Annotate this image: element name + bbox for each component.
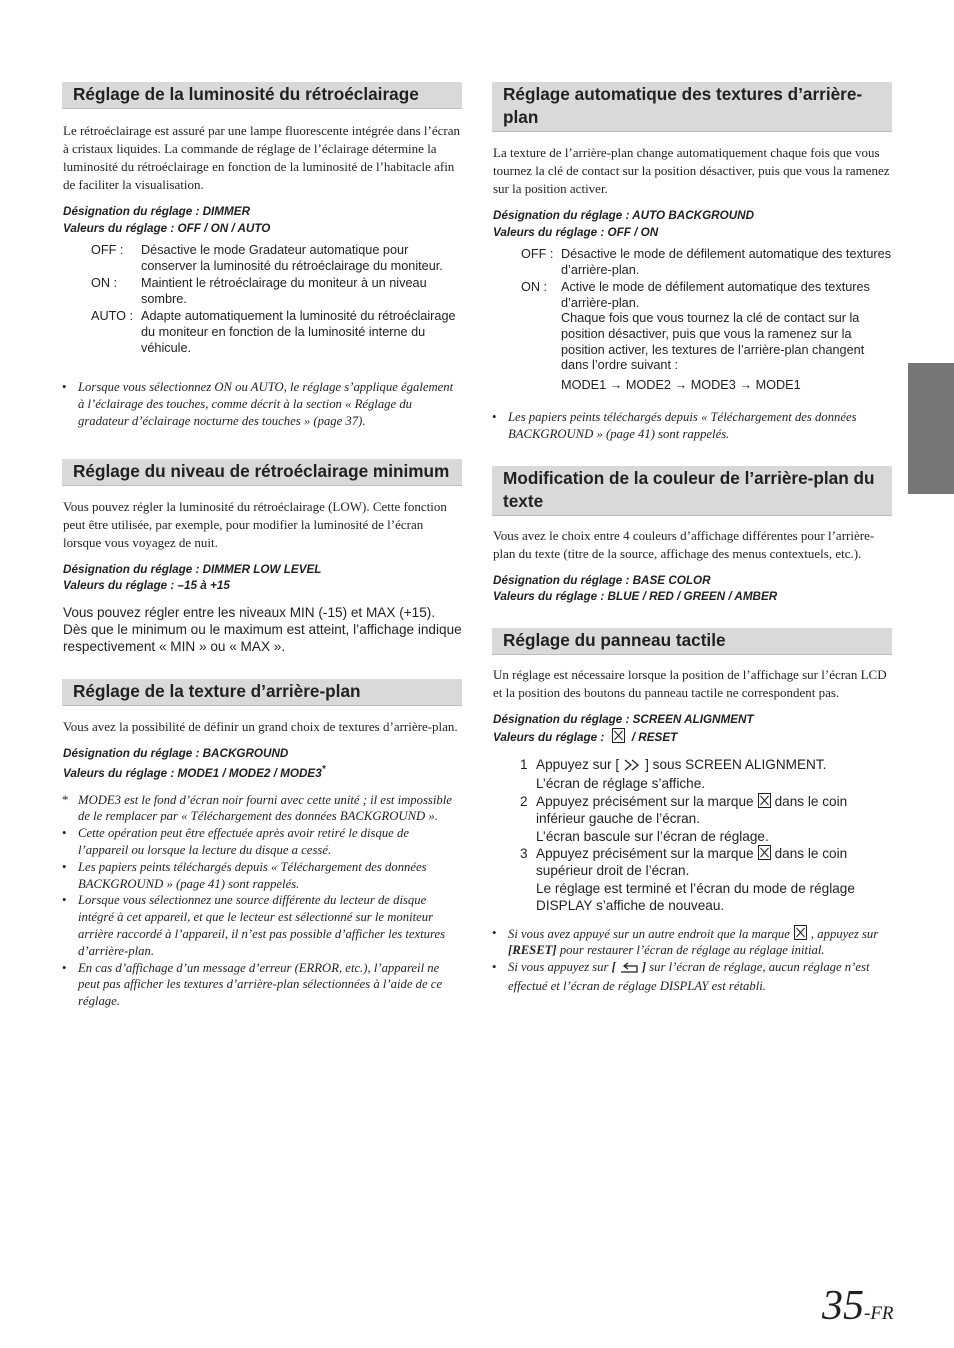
setting-name: Désignation du réglage : BACKGROUND: [63, 746, 289, 760]
setting-values: Valeurs du réglage : –15 à +15: [63, 579, 230, 593]
value-desc-group: [561, 280, 892, 393]
value-item: [521, 280, 892, 393]
cross-mark-icon: [612, 728, 625, 743]
setting-name: Désignation du réglage : BASE COLOR: [493, 573, 711, 587]
step-number: 1: [520, 756, 528, 772]
note-item: [62, 825, 462, 859]
setting-block: [493, 573, 892, 606]
setting-block: [493, 208, 892, 241]
section-heading: Réglage automatique des textures d’arrière-plan: [492, 82, 892, 132]
notes-list: [62, 792, 462, 1010]
value-item: [91, 309, 462, 356]
bullet: •: [62, 859, 67, 874]
cross-mark-icon: [758, 845, 771, 860]
step-result: L’écran bascule sur l’écran de réglage.: [536, 828, 769, 844]
section-heading: Réglage de la texture d’arrière-plan: [62, 679, 462, 706]
page-number-value: 35: [822, 1283, 864, 1329]
section-intro: Vous avez la possibilité de définir un grand choix de textures d’arrière-plan.: [63, 718, 458, 734]
note-text: Les papiers peints téléchargés depuis « Téléchargement des données BACKGROUND » (page 41) sont rappelés.: [78, 859, 427, 891]
value-desc: Désactive le mode de défilement automatique des textures d’arrière-plan.: [561, 247, 892, 277]
step-text: Appuyez précisément sur la marque: [536, 793, 754, 809]
section-intro: Vous pouvez régler la luminosité du rétroéclairage (LOW). Cette fonction peut être utilisée, par exemple, pour modifier la luminosité de l’écran lorsque vous voyagez de nuit.: [63, 498, 447, 550]
step-result: L’écran de réglage s’affiche.: [536, 776, 706, 792]
setting-block: [63, 204, 462, 237]
footnote-mark: *: [321, 764, 326, 776]
left-column: [62, 82, 462, 1010]
value-item: [91, 243, 462, 274]
setting-name: Désignation du réglage : DIMMER: [63, 205, 251, 218]
page-number: [822, 1282, 894, 1330]
note-key-open: [: [611, 960, 616, 975]
step-item: [520, 793, 892, 845]
step-text: dans le coin supérieur droit de l’écran.: [536, 845, 848, 879]
note-text: Si vous appuyez sur: [508, 960, 609, 975]
note-item: [492, 925, 892, 960]
right-column: [492, 82, 892, 995]
section-auto-background: [492, 82, 892, 443]
section-text-background-color: [492, 466, 892, 606]
section-background-texture: [62, 679, 462, 1010]
bullet: •: [62, 380, 67, 395]
setting-values: [63, 762, 462, 782]
value-key: OFF :: [91, 243, 124, 257]
setting-values-text: Valeurs du réglage : MODE1 / MODE2 / MODE3: [63, 767, 322, 781]
note-text: Les papiers peints téléchargés depuis « Téléchargement des données BACKGROUND » (page 41) sont rappelés.: [508, 410, 857, 442]
note-text: MODE3 est le fond d’écran noir fourni avec cette unité ; il est impossible de le remplacer par « Téléchargement des données BACKGROUND ».: [78, 792, 452, 824]
setting-values-reset: / RESET: [631, 731, 678, 745]
step-item: [520, 756, 892, 793]
bullet: •: [62, 960, 67, 975]
step-body: [536, 793, 892, 845]
setting-name: Désignation du réglage : DIMMER LOW LEVEL: [63, 562, 322, 576]
setting-values: Valeurs du réglage : BLUE / RED / GREEN / AMBER: [493, 590, 778, 604]
step-item: [520, 845, 892, 915]
setting-block: [63, 562, 462, 595]
return-arrow-icon: [619, 961, 639, 978]
step-text: ] sous SCREEN ALIGNMENT.: [645, 756, 827, 772]
bullet: •: [492, 960, 497, 975]
value-item: [521, 247, 892, 278]
bullet: •: [62, 893, 67, 908]
bullet: •: [62, 826, 67, 841]
note-item: [62, 792, 462, 826]
section-heading: Modification de la couleur de l’arrière-plan du texte: [492, 466, 892, 516]
note-text: Cette opération peut être effectuée après avoir retiré le disque de l’appareil ou lorsque la lecture du disque a cessé.: [78, 826, 409, 858]
setting-block: [493, 712, 892, 747]
note-item: [62, 859, 462, 893]
setting-values: [493, 728, 892, 747]
section-backlight-brightness: [62, 82, 462, 430]
note-text: pour restaurer l’écran de réglage au réglage initial.: [559, 943, 825, 958]
section-intro: Le rétroéclairage est assuré par une lampe fluorescente intégrée dans l’écran à cristaux liquides. La commande de réglage de l’éclairage détermine la luminosité du rétroéclairage en fonction de la luminosité de l’habitacle afin de faciliter la visualisation.: [63, 123, 461, 192]
section-minimum-backlight: [62, 459, 462, 656]
value-desc-extra: Chaque fois que vous tournez la clé de contact sur la position désactiver, puis que vous la ramenez sur la position activer, les textures de l’arrière-plan changent dans l’ordre suivant :: [561, 311, 865, 373]
note-text: En cas d’affichage d’un message d’erreur (ERROR, etc.), l’appareil ne peut pas afficher les textures d’arrière-plan sélectionnées à l’aide de ce réglage.: [78, 960, 443, 1009]
setting-values: Valeurs du réglage : OFF / ON / AUTO: [63, 221, 271, 235]
note-text: sur l’écran de réglage, aucun réglage n’est effectué et l’écran de réglage DISPLAY est rétabli.: [508, 960, 870, 993]
note-text: , appuyez sur: [810, 926, 879, 941]
note-text: Lorsque vous sélectionnez une source différente du lecteur de disque intégré à cet appareil, et que le lecteur est sélectionné sur le moniteur arrière raccordé à l’appareil, il n’est pas possible d’afficher les textures d’arrière-plan.: [78, 893, 446, 958]
notes-list: [492, 925, 892, 995]
value-key: ON :: [521, 280, 548, 295]
note-key-close: ]: [641, 960, 647, 975]
step-text: dans le coin inférieur gauche de l’écran.: [536, 793, 848, 827]
steps-list: [520, 756, 892, 915]
cross-mark-icon: [794, 925, 807, 940]
bullet: •: [492, 410, 497, 425]
note-key: [RESET]: [508, 943, 557, 958]
bullet: •: [492, 925, 497, 940]
value-key: ON :: [91, 276, 118, 291]
section-heading: Réglage du panneau tactile: [492, 628, 892, 655]
note-item: [492, 409, 892, 443]
note-item: [62, 379, 462, 429]
step-number: 3: [520, 845, 528, 861]
double-chevron-icon: [622, 758, 642, 775]
setting-name: Désignation du réglage : SCREEN ALIGNMENT: [493, 712, 754, 726]
section-body: Vous pouvez régler entre les niveaux MIN (-15) et MAX (+15). Dès que le minimum ou le maximum est atteint, l’affichage indique respectivement « MIN » ou « MAX ».: [63, 604, 462, 655]
value-key: AUTO :: [91, 309, 134, 324]
value-item: [91, 276, 462, 307]
step-body: [536, 756, 892, 793]
value-desc: Adapte automatiquement la luminosité du rétroéclairage du moniteur en fonction de la luminosité interne du véhicule.: [141, 309, 456, 355]
step-number: 2: [520, 793, 528, 809]
notes-list: [492, 409, 892, 443]
value-desc: Maintient le rétroéclairage du moniteur à un niveau sombre.: [141, 276, 427, 306]
note-item: [492, 959, 892, 995]
note-text: Si vous avez appuyé sur un autre endroit que la marque: [508, 926, 790, 941]
bullet: *: [62, 792, 69, 807]
value-desc: Active le mode de défilement automatique des textures d’arrière-plan.: [561, 280, 870, 310]
note-item: [62, 960, 462, 1010]
value-desc: Désactive le mode Gradateur automatique pour conserver la luminosité du rétroéclairage du moniteur.: [141, 243, 443, 273]
setting-values: Valeurs du réglage : OFF / ON: [493, 225, 659, 239]
value-key: OFF :: [521, 247, 554, 261]
value-list: [521, 247, 892, 393]
section-intro: Un réglage est nécessaire lorsque la position de l’affichage sur l’écran LCD et la position des boutons du panneau tactile ne correspondent pas.: [493, 666, 887, 700]
step-body: [536, 845, 892, 915]
section-heading: Réglage de la luminosité du rétroéclairage: [62, 82, 462, 109]
step-result: Le réglage est terminé et l’écran du mode de réglage DISPLAY s’affiche de nouveau.: [536, 880, 855, 914]
section-intro: Vous avez le choix entre 4 couleurs d’affichage différentes pour l’arrière-plan du texte (titre de la source, affichage des menus contextuels, etc.).: [493, 527, 875, 561]
mode-sequence: MODE1 → MODE2 → MODE3 → MODE1: [561, 377, 801, 392]
note-text: Lorsque vous sélectionnez ON ou AUTO, le réglage s’applique également à l’éclairage des touches, comme décrit à la section « Réglage du gradateur d’éclairage nocturne des touches » (page 37).: [78, 380, 454, 428]
setting-name: Désignation du réglage : AUTO BACKGROUND: [493, 209, 755, 222]
value-list: [91, 243, 462, 356]
setting-block: [63, 746, 462, 783]
setting-values-label: Valeurs du réglage :: [493, 731, 605, 745]
chapter-side-tab: [908, 363, 954, 494]
page-number-suffix: -FR: [864, 1303, 894, 1324]
section-intro: La texture de l’arrière-plan change automatiquement chaque fois que vous tournez la clé de contact sur la position désactiver, puis que vous la ramenez sur la position activer.: [493, 145, 890, 196]
cross-mark-icon: [758, 793, 771, 808]
note-item: [62, 892, 462, 959]
step-text: Appuyez sur [: [536, 756, 620, 772]
section-heading: Réglage du niveau de rétroéclairage minimum: [62, 459, 462, 486]
section-touch-panel: [492, 628, 892, 995]
step-text: Appuyez précisément sur la marque: [536, 845, 754, 861]
notes-list: [62, 379, 462, 429]
